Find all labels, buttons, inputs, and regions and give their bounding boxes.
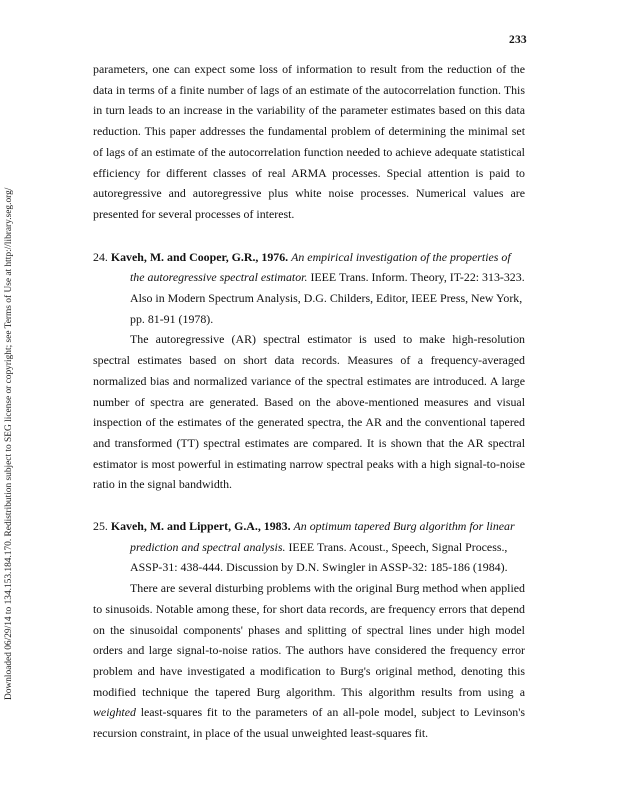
entry-source: IEEE Trans. Inform. Theory, IT-22: 313-323. Also in Modern Spectrum Analysis, D.G. Childers, Editor, IEEE Press, New York, pp. 81-91 (1978). [130, 270, 525, 326]
entry-number: 25. [93, 519, 108, 534]
citation [93, 247, 525, 330]
entry-authors: Kaveh, M. and Lippert, G.A., 1983. [110, 519, 291, 534]
abstract-text-part2: least-squares fit to the parameters of an all-pole model, subject to Levinson's recursion constraint, in place of the usual unweighted least-squares fit. [93, 705, 525, 741]
abstract-emphasis: weighted [93, 705, 136, 720]
abstract-text-part1: There are several disturbing problems with the original Burg method when applied to sinusoids. Notable among these, for short data records, are frequency errors that depend on the sinusoidal components' phases and splitting of spectral lines under high model orders and large signal-to-noise ratios. The authors have considered the frequency error problem and have investigated a modification to Burg's original method, denoting this modified technique the tapered Burg algorithm. This algorithm results from using a [93, 581, 525, 699]
citation [93, 516, 525, 578]
intro-paragraph: parameters, one can expect some loss of information to result from the reduction of the data in terms of a finite number of lags of an estimate of the autocorrelation function. This in turn leads to an increase in the variability of the parameter estimates based on this data reduction. This paper addresses the fundamental problem of determining the minimal set of lags of an estimate of the autocorrelation function needed to achieve adequate statistical efficiency for different classes of real ARMA processes. Special attention is paid to autoregressive and autoregressive plus white noise processes. Numerical values are presented for several processes of interest. [93, 62, 525, 221]
bibliography-entry-24 [93, 247, 525, 495]
page-number: 233 [509, 34, 527, 46]
entry-authors: Kaveh, M. and Cooper, G.R., 1976. [110, 249, 289, 264]
entry-title: An optimum tapered Burg algorithm for linear prediction and spectral analysis. [130, 519, 515, 554]
entry-source: IEEE Trans. Acoust., Speech, Signal Process., ASSP-31: 438-444. Discussion by D.N. Swingler in ASSP-32: 185-186 (1984). [130, 539, 508, 575]
page-content [93, 59, 525, 744]
download-notice: Downloaded 06/29/14 to 134.153.184.170. Redistribution subject to SEG license or copyright; see Terms of Use at http://library.seg.org/ [4, 187, 14, 700]
entry-number: 24. [93, 249, 108, 264]
entry-abstract: The autoregressive (AR) spectral estimator is used to make high-resolution spectral estimates based on short data records. Measures of a frequency-averaged normalized bias and normalized variance of the spectral estimates are introduced. A large number of spectra are generated. Based on the above-mentioned measures and visual inspection of the estimates of the generated spectra, the AR and the conventional tapered and transformed (TT) spectral estimates are compared. It is shown that the AR spectral estimator is most powerful in estimating narrow spectral peaks with a high signal-to-noise ratio in the signal bandwidth. [93, 332, 525, 492]
entry-abstract [93, 578, 525, 744]
entry-title: An empirical investigation of the properties of the autoregressive spectral estimator. [130, 249, 511, 285]
bibliography-entry-25 [93, 516, 525, 744]
